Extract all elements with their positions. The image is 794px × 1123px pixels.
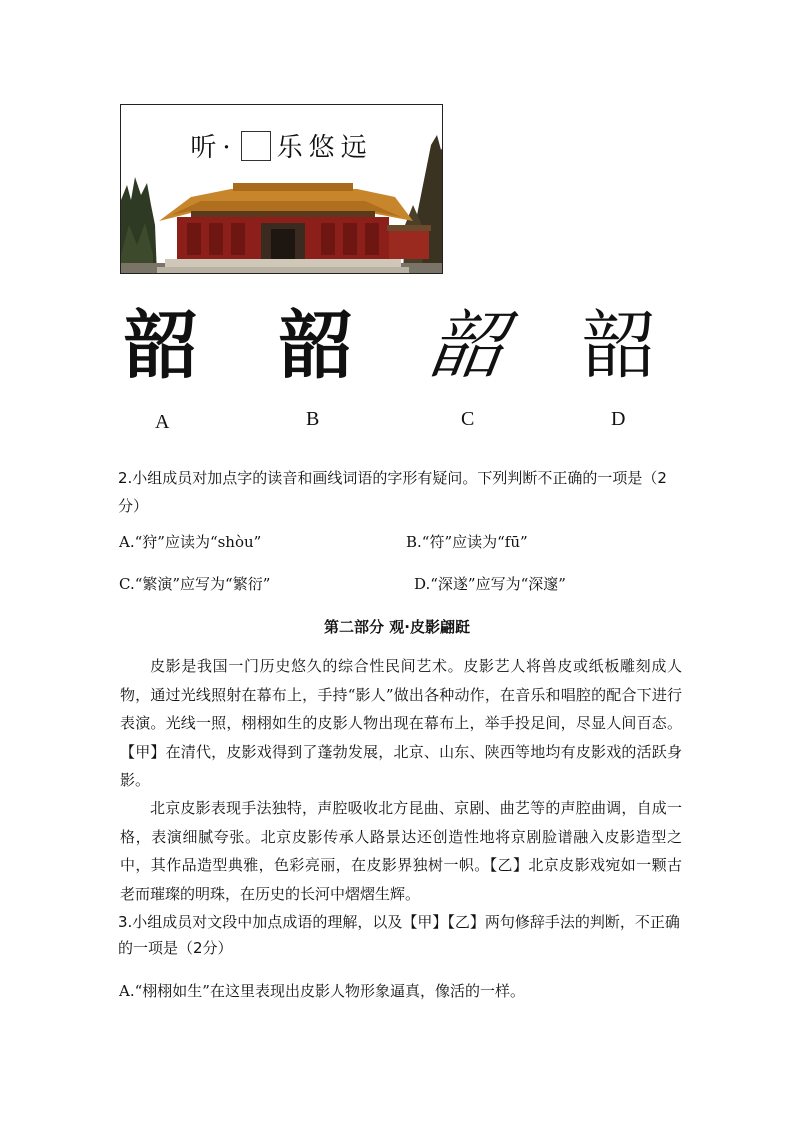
glyph-label-a: A bbox=[155, 411, 170, 433]
glyph-b: 韶 bbox=[279, 303, 353, 389]
banner-title bbox=[121, 127, 442, 164]
question-2-option-a: A.“狩”应读为“shòu” bbox=[119, 533, 262, 551]
glyph-d: 韶 bbox=[582, 303, 656, 389]
question-2-stem: 2.小组成员对加点字的读音和画线词语的字形有疑问。下列判断不正确的一项是（2分） bbox=[118, 469, 667, 515]
question-2-option-d: D.“深遂”应写为“深邃” bbox=[414, 575, 566, 593]
question-3-option-a: A.“栩栩如生”在这里表现出皮影人物形象逼真，像活的一样。 bbox=[119, 982, 525, 1000]
question-2-option-c: C.“繁演”应写为“繁衍” bbox=[119, 575, 271, 593]
blank-box bbox=[241, 131, 271, 161]
passage-paragraph-2: 北京皮影表现手法独特，声腔吸收北方昆曲、京剧、曲艺等的声腔曲调，自成一格，表演细腻夸张。北京皮影传承人路景达还创造性地将京剧脸谱融入皮影造型之中，其作品造型典雅，色彩亮丽，在皮影界独树一帜。【乙】北京皮影戏宛如一颗古老而璀璨的明珠，在历史的长河中熠熠生辉。 bbox=[120, 799, 682, 903]
glyph-label-b: B bbox=[306, 408, 320, 430]
glyph-a: 韶 bbox=[124, 303, 198, 389]
banner-title-before: 听· bbox=[190, 133, 237, 163]
glyph-c: 韶 bbox=[423, 303, 511, 389]
passage-paragraph-1: 皮影是我国一门历史悠久的综合性民间艺术。皮影艺人将兽皮或纸板雕刻成人物，通过光线照射在幕布上，手持“影人”做出各种动作，在音乐和唱腔的配合下进行表演。光线一照，栩栩如生的皮影人物出现在幕布上，举手投足间，尽显人间百态。【甲】在清代，皮影戏得到了蓬勃发展，北京、山东、陕西等地均有皮影戏的活跃身影。 bbox=[120, 657, 682, 789]
banner-title-after: 乐悠远 bbox=[276, 133, 373, 163]
banner-image bbox=[120, 104, 443, 274]
question-3-stem: 3.小组成员对文段中加点成语的理解，以及【甲】【乙】两句修辞手法的判断，不正确的一项是（2分） bbox=[118, 913, 680, 957]
question-2-option-b: B.“符”应读为“fū” bbox=[406, 533, 528, 551]
glyph-label-c: C bbox=[461, 408, 475, 430]
section-title: 第二部分 观·皮影翩跹 bbox=[324, 618, 470, 636]
glyph-label-d: D bbox=[611, 408, 626, 430]
